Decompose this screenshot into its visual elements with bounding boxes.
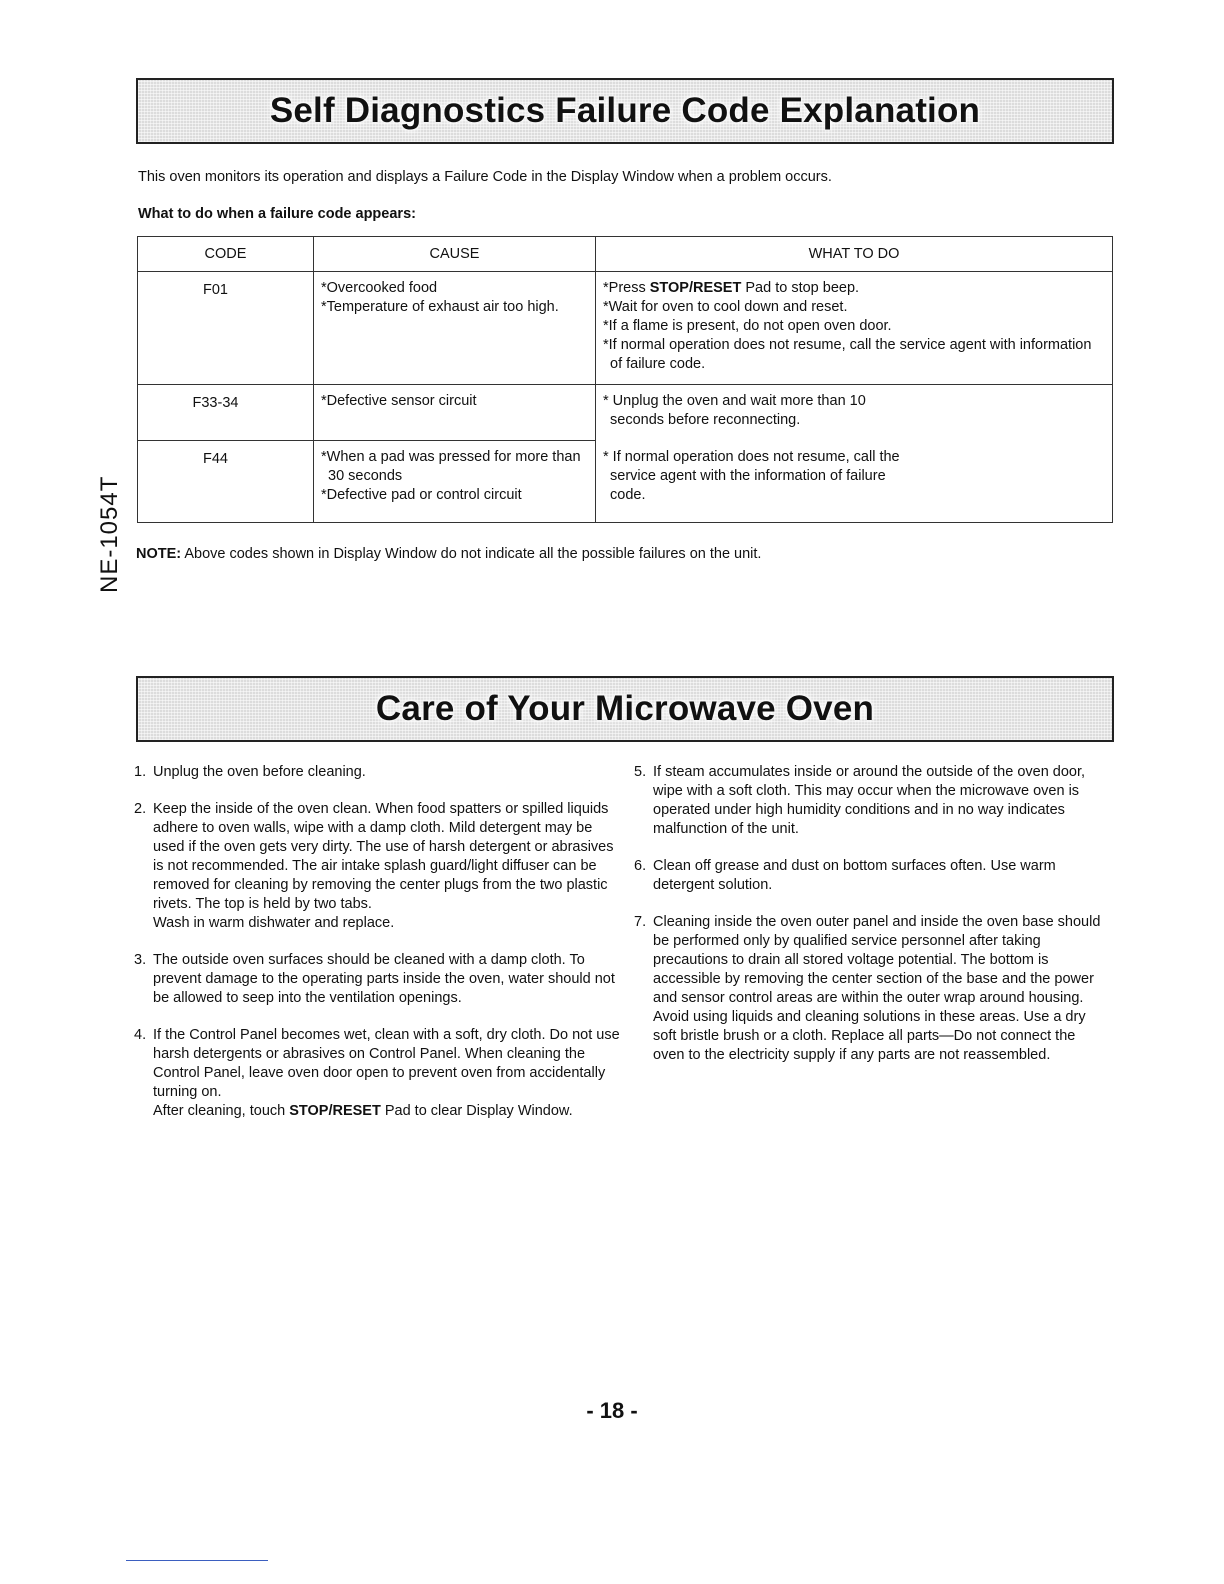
cause-cell xyxy=(314,385,596,441)
side-model-number: NE-1054T xyxy=(96,475,123,593)
table-header-row xyxy=(138,237,1113,272)
action-line: *If normal operation does not resume, call the service agent with information of failure code. xyxy=(603,337,1092,372)
page-number: - 18 - xyxy=(586,1398,638,1423)
item-number: 5. xyxy=(634,764,647,780)
table-row xyxy=(138,272,1113,385)
cause-line: *Temperature of exhaust air too high. xyxy=(321,299,559,315)
header-cause: CAUSE xyxy=(314,237,596,272)
item-number: 2. xyxy=(134,801,147,817)
action-line: *If a flame is present, do not open oven door. xyxy=(603,318,892,334)
header-what-to-do: WHAT TO DO xyxy=(596,237,1113,272)
table-row xyxy=(138,385,1113,441)
cause-cell xyxy=(314,272,596,385)
section-title-care: Care of Your Microwave Oven xyxy=(375,689,875,728)
note-label: NOTE: xyxy=(136,546,182,562)
cause-cell xyxy=(314,441,596,523)
cause-line: *Defective sensor circuit xyxy=(321,393,477,409)
footer-line xyxy=(126,1560,268,1561)
list-item xyxy=(134,951,624,1008)
item-text: After cleaning, touch STOP/RESET Pad to clear Display Window. xyxy=(153,1103,573,1119)
action-line: *Wait for oven to cool down and reset. xyxy=(603,299,848,315)
item-number: 4. xyxy=(134,1027,147,1043)
item-number: 6. xyxy=(634,858,647,874)
subheading: What to do when a failure code appears: xyxy=(138,206,416,222)
list-item xyxy=(634,913,1110,1065)
section-title-diagnostics: Self Diagnostics Failure Code Explanation xyxy=(269,91,981,130)
item-number: 3. xyxy=(134,952,147,968)
care-list-left xyxy=(134,763,624,1139)
item-text: Keep the inside of the oven clean. When food spatters or spilled liquids adhere to oven walls, wipe with a damp cloth. Mild detergent may be used if the oven gets very dirty. The use of harsh detergent or abrasives is not recommended. The air intake splash guard/light diffuser can be removed for cleaning by removing the center plugs from the two plastic rivets. The top is held by two tabs. xyxy=(153,801,614,912)
cause-line: *Defective pad or control circuit xyxy=(321,487,522,503)
item-text: Clean off grease and dust on bottom surfaces often. Use warm detergent solution. xyxy=(653,858,1056,893)
list-item xyxy=(134,800,624,933)
code-value: F01 xyxy=(203,282,228,298)
item-text: If the Control Panel becomes wet, clean with a soft, dry cloth. Do not use harsh detergents or abrasives on Control Panel. When cleaning the Control Panel, leave oven door open to prevent oven from accidentally turning on. xyxy=(153,1027,620,1100)
intro-text: This oven monitors its operation and displays a Failure Code in the Display Window when a problem occurs. xyxy=(138,169,832,185)
list-item xyxy=(634,763,1110,839)
cause-line: *When a pad was pressed for more than 30 seconds xyxy=(321,449,581,484)
code-cell xyxy=(138,385,314,441)
note xyxy=(136,546,761,562)
code-value: F33-34 xyxy=(192,395,239,411)
header-code: CODE xyxy=(138,237,314,272)
item-number: 7. xyxy=(634,914,647,930)
code-cell xyxy=(138,272,314,385)
item-text: Unplug the oven before cleaning. xyxy=(153,764,366,780)
action-cell xyxy=(596,272,1113,385)
care-list-right xyxy=(634,763,1110,1083)
item-text: If steam accumulates inside or around the outside of the oven door, wipe with a soft cloth. This may occur when the microwave oven is operated under high humidity conditions and in no way indicates malfunction of the unit. xyxy=(653,764,1086,837)
item-text: Cleaning inside the oven outer panel and inside the oven base should be performed only by qualified service personnel after taking precautions to drain all stored voltage potential. The bottom is accessible by removing the center section of the base and the power and sensor control areas are within the outer wrap around housing. Avoid using liquids and cleaning solutions in these areas. Use a dry soft bristle brush or a cloth. Replace all parts—Do not connect the oven to the electricity supply if any parts are not reassembled. xyxy=(653,914,1101,1063)
list-item xyxy=(134,1026,624,1121)
cause-line: *Overcooked food xyxy=(321,280,438,296)
action-line: *Press STOP/RESET Pad to stop beep. xyxy=(603,280,860,296)
failure-code-table xyxy=(137,236,1113,523)
item-number: 1. xyxy=(134,764,147,780)
list-item xyxy=(634,857,1110,895)
shared-action-cell xyxy=(596,385,1113,523)
code-value: F44 xyxy=(203,451,228,467)
action-line: * Unplug the oven and wait more than 10 seconds before reconnecting. xyxy=(603,393,866,428)
note-text: Above codes shown in Display Window do not indicate all the possible failures on the unit. xyxy=(181,546,762,562)
list-item xyxy=(134,763,624,782)
item-text: The outside oven surfaces should be cleaned with a damp cloth. To prevent damage to the operating parts inside the oven, water should not be allowed to seep into the ventilation openings. xyxy=(153,952,615,1006)
action-line: * If normal operation does not resume, call the service agent with the information of failure code. xyxy=(603,449,900,503)
code-cell xyxy=(138,441,314,523)
section-banner-care xyxy=(136,676,1114,742)
section-banner-diagnostics xyxy=(136,78,1114,144)
item-text: Wash in warm dishwater and replace. xyxy=(153,915,395,931)
